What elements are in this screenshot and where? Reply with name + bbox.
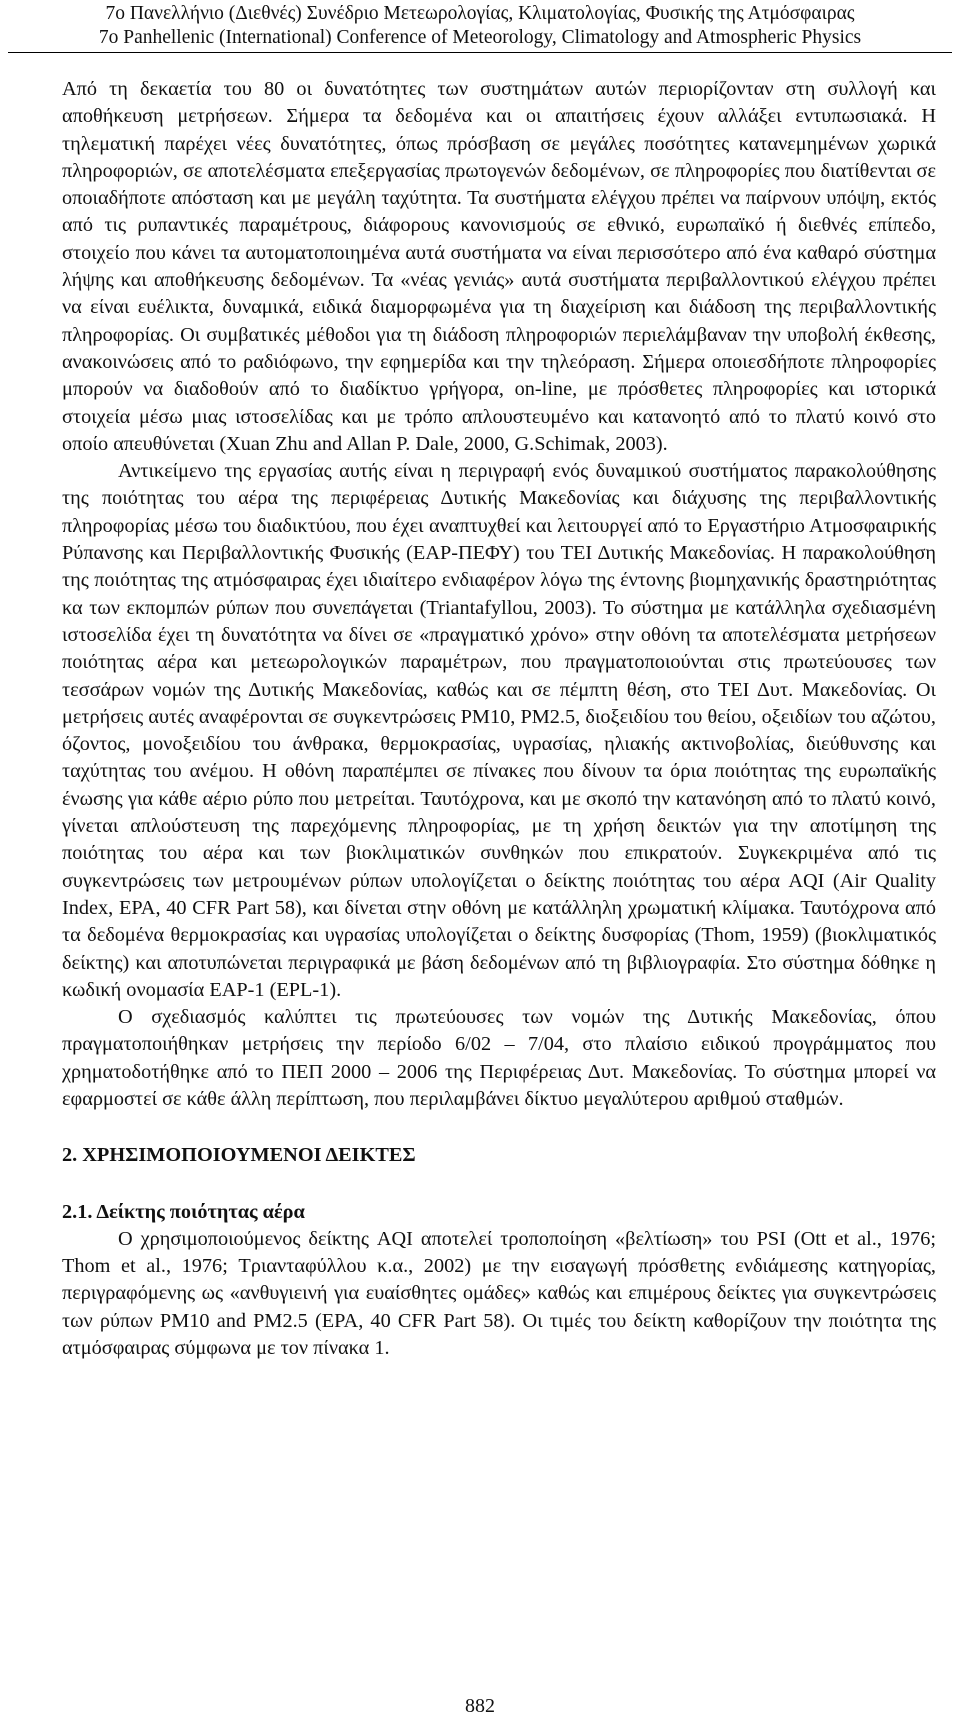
section-heading: 2. ΧΡΗΣΙΜΟΠΟΙΟΥΜΕΝΟΙ ΔΕΙΚΤΕΣ — [62, 1144, 416, 1167]
paragraph-design: Ο σχεδιασμός καλύπτει τις πρωτεύουσες των νομών της Δυτικής Μακεδονίας, όπου πραγματοποιήθηκαν μετρήσεις την περίοδο 6/02 – 7/04, στο πλαίσιο ειδικού προγράμματος που χρηματοδοτήθηκε από το ΠΕΠ 2000 – 2006 της Περιφέρειας Δυτ. Μακεδονίας. Το σύστημα μπορεί να εφαρμοστεί σε κάθε άλλη περίπτωση, που περιλαμβάνει δίκτυο μεγαλύτερου αριθμού σταθμών. — [62, 1006, 936, 1110]
paragraph-intro: Από τη δεκαετία του 80 οι δυνατότητες των συστημάτων αυτών περιορίζονταν στη συλλογή και αποθήκευση μετρήσεων. Σήμερα τα δεδομένα και οι απαιτήσεις έχουν αλλάξει εντυπωσιακά. Η τηλεματική παρέχει νέες δυνατότητες, όπως πρόσβαση σε μεγάλες ποσότητες κατανεμημένων χωρικά πληροφοριών, σε αποτελέσματα επεξεργασίας πρωτογενών δεδομένων, σε πληροφορίες που διατίθενται σε οποιαδήποτε απόσταση και με μεγάλη ταχύτητα. Τα συστήματα ελέγχου πρέπει να παίρνουν υπόψη, εκτός από τις ρυπαντικές παραμέτρους, διάφορους κανονισμούς σε εθνικό, ευρωπαϊκό ή διεθνές επίπεδο, στοιχείο που κάνει τα αυτοματοποιημένα αυτά συστήματα να είναι περισσότερο από ένα καθαρό σύστημα λήψης και αποθήκευσης δεδομένων. Τα «νέας γενιάς» αυτά συστήματα περιβαλλοντικού ελέγχου πρέπει να είναι ευέλικτα, δυναμικά, ειδικά διαμορφωμένα για τη διαχείριση και διάδοση της περιβαλλοντικής πληροφορίας. Οι συμβατικές μέθοδοι για τη διάδοση πληροφοριών περιελάμβαναν την υποβολή έκθεσης, ανακοινώσεις από το ραδιόφωνο, την εφημερίδα και την τηλεόραση. Σήμερα οποιεσδήποτε πληροφορίες μπορούν να διαδοθούν από το διαδίκτυο γρήγορα, on-line, με πρόσθετες πληροφορίες και ιστορικά στοιχεία μέσω μιας ιστοσελίδας και με τρόπο απλουστευμένο και κατανοητό από το πλατύ κοινό στο οποίο απευθύνεται (Xuan Zhu and Allan P. Dale, 2000, G.Schimak, 2003). — [62, 78, 936, 455]
header-title-greek: 7ο Πανελλήνιο (Διεθνές) Συνέδριο Μετεωρολογίας, Κλιματολογίας, Φυσικής της Ατμόσφαιρας — [105, 3, 855, 24]
subsection-heading: 2.1. Δείκτης ποιότητας αέρα — [62, 1200, 305, 1223]
header-rule — [8, 52, 952, 53]
paragraph-objective: Αντικείμενο της εργασίας αυτής είναι η περιγραφή ενός δυναμικού συστήματος παρακολούθησης της ποιότητας του αέρα της περιφέρειας Δυτικής Μακεδονίας και διάχυσης της περιβαλλοντικής πληροφορίας μέσω του διαδικτύου, που έχει αναπτυχθεί και λειτουργεί από το Εργαστήριο Ατμοσφαιρικής Ρύπανσης και Περιβαλλοντικής Φυσικής (ΕΑΡ-ΠΕΦΥ) του ΤΕΙ Δυτικής Μακεδονίας. Η παρακολούθηση της ποιότητας της ατμόσφαιρας έχει ιδιαίτερο ενδιαφέρον λόγω της έντονης βιομηχανικής δραστηριότητας κα των εκπομπών ρύπων που συνεπάγεται (Triantafyllou, 2003). Το σύστημα με κατάλληλα σχεδιασμένη ιστοσελίδα έχει τη δυνατότητα να δίνει σε «πραγματικό χρόνο» στην οθόνη τα αποτελέσματα μετρήσεων ποιότητας αέρα και μετεωρολογικών παραμέτρων, που πραγματοποιούνται στις πρωτεύουσες των τεσσάρων νομών της Δυτικής Μακεδονίας, καθώς και σε πέμπτη θέση, στο ΤΕΙ Δυτ. Μακεδονίας. Οι μετρήσεις αυτές αναφέρονται σε συγκεντρώσεις PM10, PM2.5, διοξειδίου του θείου, οξειδίων του αζώτου, όζοντος, μονοξειδίου του άνθρακα, θερμοκρασίας, υγρασίας, ηλιακής ακτινοβολίας, διεύθυνσης και ταχύτητας του ανέμου. Η οθόνη παραπέμπει σε πίνακες που δίνουν τα όρια ποιότητας της ευρωπαϊκής ένωσης για κάθε αέριο ρύπο που μετρείται. Ταυτόχρονα, και με σκοπό την κατανόηση από το πλατύ κοινό, γίνεται απλούστευση της παρεχόμενης πληροφορίας, με τη χρήση δεικτών για την αποτίμηση της ποιότητας του αέρα και των βιοκλιματικών συνθηκών που επικρατούν. Συγκεκριμένα από τις συγκεντρώσεις των μετρουμένων ρύπων υπολογίζεται ο δείκτης ποιότητας του αέρα AQI (Air Quality Index, EPA, 40 CFR Part 58), και δίνεται στην οθόνη με κατάλληλη χρωματική κλίμακα. Ταυτόχρονα από τα δεδομένα θερμοκρασίας και υγρασίας υπολογίζεται ο δείκτης δυσφορίας (Thom, 1959) (βιοκλιματικός δείκτης) και αποτυπώνεται περιγραφικά με βάση δεδομένων από τη βιβλιογραφία. Στο σύστημα δόθηκε η κωδική ονομασία EAP-1 (EPL-1). — [62, 460, 936, 1001]
paragraph-aqi: Ο χρησιμοποιούμενος δείκτης AQI αποτελεί τροποποίηση «βελτίωση» του PSI (Ott et al., 1976; Thom et al., 1976; Τριανταφύλλου κ.α., 2002) με την εισαγωγή πρόσθετης ενδιάμεσης κατηγορίας, περιγραφόμενης ως «ανθυγιεινή για ευαίσθητες ομάδες» καθώς και επιμέρους δείκτες για συγκεντρώσεις των ρύπων PM10 and PM2.5 (EPA, 40 CFR Part 58). Οι τιμές του δείκτη καθορίζουν την ποιότητα της ατμόσφαιρας σύμφωνα με τον πίνακα 1. — [62, 1227, 936, 1360]
body-text — [62, 76, 936, 1362]
header-title-english: 7o Panhellenic (International) Conference of Meteorology, Climatology and Atmospheric Physics — [98, 27, 862, 48]
running-header — [0, 2, 960, 50]
page-number: 882 — [465, 1695, 495, 1717]
